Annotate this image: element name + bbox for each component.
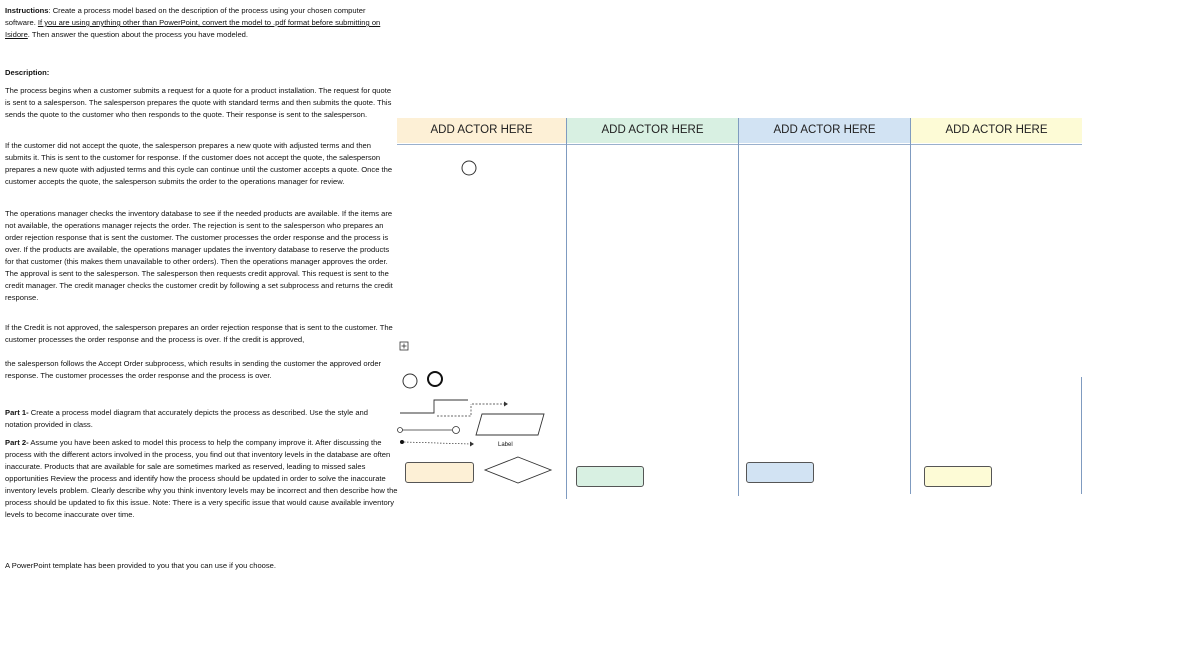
dotted-association-arrow[interactable] <box>400 440 474 447</box>
part2-label: Part 2- <box>5 438 29 447</box>
footer-text: A PowerPoint template has been provided to you that you can use if you choose. <box>5 561 277 570</box>
description-paragraph-5: the salesperson follows the Accept Order subprocess, which results in sending the customer the approved order response. The customer processes the order response and the process is over. <box>5 359 382 380</box>
activity-box-lane-1[interactable] <box>405 462 474 483</box>
instructions-after: . Then answer the question about the process you have modeled. <box>27 30 249 39</box>
dashed-association-connector[interactable] <box>437 404 471 416</box>
message-line-connector[interactable] <box>398 427 460 434</box>
lane-header-2[interactable]: ADD ACTOR HERE <box>567 118 738 143</box>
instructions-label: Instructions <box>5 6 49 15</box>
part2-text: Assume you have been asked to model this process to help the company improve it. After discussing the process with the different actors involved in the process, you find out that inventory levels in the database are often inaccurate. Products that are available for sale are sometimes marked as reserved, leading to missed sales opportunities Review the process and identify how the process should be updated in order to solve the inaccurate inventory levels problem. Clearly describe why you think inventory levels may be incorrect and then describe how the process should be updated to fix this issue. Note: There is a very specific issue that would cause available inventory levels to become inaccurate over time. <box>5 438 398 519</box>
activity-box-lane-4[interactable] <box>924 466 992 487</box>
lane-header-1[interactable]: ADD ACTOR HERE <box>397 118 566 143</box>
end-event-palette-circle[interactable] <box>428 372 442 386</box>
message-label: Label <box>498 442 513 448</box>
part1-text: Create a process model diagram that accurately depicts the process as described. Use the style and notation provided in class. <box>5 408 369 429</box>
message-flow-arrow[interactable] <box>472 402 508 407</box>
data-object-parallelogram[interactable] <box>476 414 544 435</box>
subprocess-marker-icon[interactable] <box>400 342 408 350</box>
description-paragraph-1: The process begins when a customer submits a request for a quote for a product installation. The request for quote is sent to a salesperson. The salesperson prepares the quote with standard terms and then submits the quote. This sends the quote to the customer who then responds to the quote. Their response is sent to the salesperson. <box>5 86 392 119</box>
description-heading: Description: <box>5 68 50 77</box>
description-paragraph-4: If the Credit is not approved, the salesperson prepares an order rejection response that is sent to the customer. The customer processes the order response and the process is over. If the credit is approved, <box>5 323 393 344</box>
description-paragraph-3: The operations manager checks the inventory database to see if the needed products are available. If the items are not available, the operations manager rejects the order. The rejection is sent to the salesperson who prepares an order rejection response that is sent the customer. The customer processes the order response and the process is over. If the products are available, the operations manager updates the inventory database to reserve the products for that customer (this makes them unavailable to other orders). Then the operations manager approves the order. The approval is sent to the salesperson. The salesperson then requests credit approval. This request is sent to the credit manager. The credit manager checks the customer credit by following a set subprocess and returns the credit response. <box>5 209 393 302</box>
exclusive-gateway-diamond[interactable] <box>485 457 551 483</box>
sequence-flow-connector[interactable] <box>400 400 468 413</box>
start-event-palette-circle[interactable] <box>403 374 417 388</box>
start-event-circle[interactable] <box>462 161 476 175</box>
activity-box-lane-3[interactable] <box>746 462 814 483</box>
instructions-text: : Create a process model based on the description of the process using your chosen computer software. <box>5 6 366 27</box>
activity-box-lane-2[interactable] <box>576 466 644 487</box>
description-paragraph-2: If the customer did not accept the quote, the salesperson prepares a new quote with adjusted terms and then submits it. This is sent to the customer for response. If the customer does not accept the quote, the salesperson prepares a new quote with adjusted terms and this cycle can continue until the customer accepts a quote. Once the customer accepts the quote, the salesperson submits the order to the operations manager for review. <box>5 141 393 186</box>
instructions-link[interactable]: If you are using anything other than PowerPoint, convert the model to .pdf format before submitting on Isidore <box>5 18 381 39</box>
lane-header-3[interactable]: ADD ACTOR HERE <box>739 118 910 143</box>
lane-header-4[interactable]: ADD ACTOR HERE <box>911 118 1082 143</box>
part1-label: Part 1- <box>5 408 29 417</box>
